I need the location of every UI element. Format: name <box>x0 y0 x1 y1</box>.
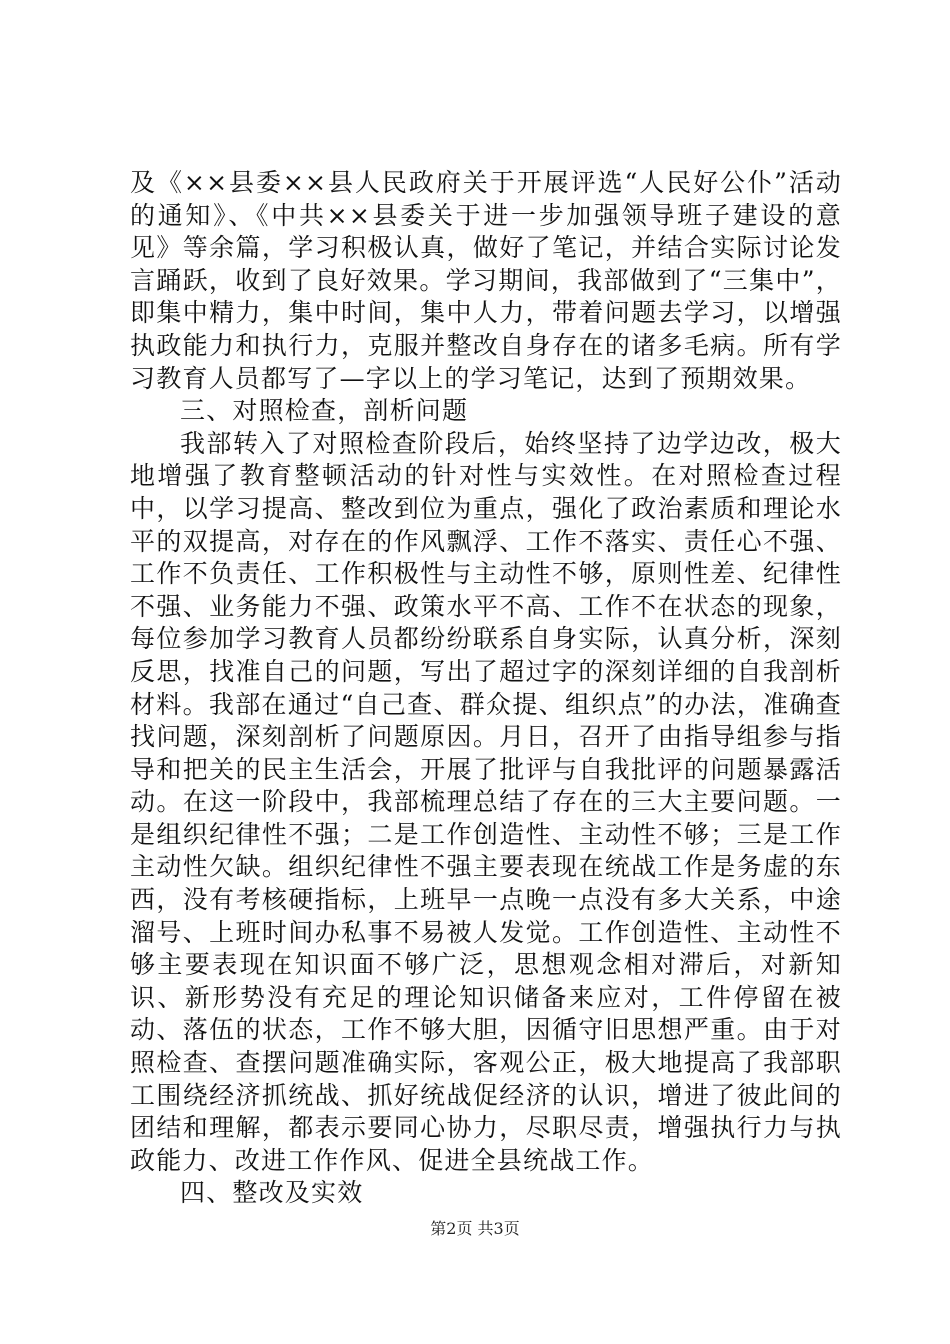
document-body <box>130 167 842 1210</box>
page-number-footer: 第2页 共3页 <box>430 1219 520 1238</box>
section-heading-3: 三、对照检查，剖析问题 <box>180 396 469 426</box>
body-paragraph: 我部转入了对照检查阶段后，始终坚持了边学边改，极大地增强了教育整顿活动的针对性与实效性。在对照检查过程中，以学习提高、整改到位为重点，强化了政治素质和理论水平的双提高，对存在的作风飘浮、工作不落实、责任心不强、工作不负责任、工作积极性与主动性不够，原则性差、纪律性不强、业务能力不强、政策水平不高、工作不在状态的现象，每位参加学习教育人员都纷纷联系自身实际，认真分析，深刻反思，找准自己的问题，写出了超过字的深刻详细的自我剖析材料。我部在通过“自己查、群众提、组织点”的办法，准确查找问题，深刻剖析了问题原因。月日，召开了由指导组参与指导和把关的民主生活会，开展了批评与自我批评的问题暴露活动。在这一阶段中，我部梳理总结了存在的三大主要问题。一是组织纪律性不强；二是工作创造性、主动性不够；三是工作主动性欠缺。组织纪律性不强主要表现在统战工作是务虚的东西，没有考核硬指标，上班早一点晚一点没有多大关系，中途溜号、上班时间办私事不易被人发觉。工作创造性、主动性不够主要表现在知识面不够广泛，思想观念相对滞后，对新知识、新形势没有充足的理论知识储备来应对，工件停留在被动、落伍的状态，工作不够大胆，因循守旧思想严重。由于对照检查、查摆问题准确实际，客观公正，极大地提高了我部职工围绕经济抓统战、抓好统战促经济的认识，增进了彼此间的团结和理解，都表示要同心协力，尽职尽责，增强执行力与执政能力、改进工作作风、促进全县统战工作。 <box>130 428 842 1175</box>
section-heading-4: 四、整改及实效 <box>180 1178 364 1208</box>
body-paragraph: 及《××县委××县人民政府关于开展评选“人民好公仆”活动的通知》、《中共××县委关于进一步加强领导班子建设的意见》等余篇，学习积极认真，做好了笔记，并结合实际讨论发言踊跃，收到了良好效果。学习期间，我部做到了“三集中”，即集中精力，集中时间，集中人力，带着问题去学习，以增强执政能力和执行力，克服并整改自身存在的诸多毛病。所有学习教育人员都写了—字以上的学习笔记，达到了预期效果。 <box>130 168 842 393</box>
